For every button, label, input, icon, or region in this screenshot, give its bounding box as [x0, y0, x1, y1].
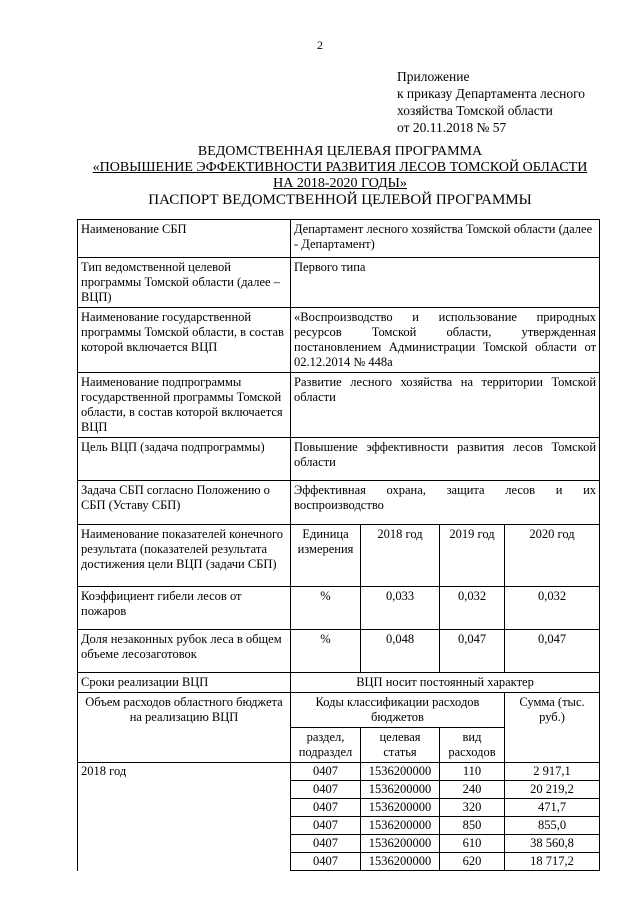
sum-header: Сумма (тыс. руб.): [505, 693, 600, 728]
expense-target: 1536200000: [361, 835, 440, 853]
row-label: Наименование показателей конечного результата (показателей результата достижения цели ВЦП (задачи СБП): [78, 525, 291, 587]
indicator-unit: %: [291, 587, 361, 630]
table-row: [78, 693, 600, 728]
program-period-line: НА 2018-2020 ГОДЫ»: [273, 176, 407, 191]
expense-target: 1536200000: [361, 799, 440, 817]
row-label: Наименование государственной программы Томской области, в состав которой включается ВЦП: [78, 308, 291, 373]
expense-type: 850: [440, 817, 505, 835]
row-value: Департамент лесного хозяйства Томской области (далее - Департамент): [291, 220, 600, 258]
expense-target: 1536200000: [361, 853, 440, 871]
indicator-value: 0,047: [440, 630, 505, 673]
table-row: [78, 673, 600, 693]
table-row: [78, 763, 600, 781]
expense-section: 0407: [291, 835, 361, 853]
indicator-value: 0,032: [440, 587, 505, 630]
expense-type: 240: [440, 781, 505, 799]
row-value: Развитие лесного хозяйства на территории Томской области: [291, 373, 600, 438]
row-label: Наименование СБП: [78, 220, 291, 258]
expense-sum: 18 717,2: [505, 853, 600, 871]
col-header: вид расходов: [440, 728, 505, 763]
table-row: [78, 308, 600, 373]
row-value: ВЦП носит постоянный характер: [291, 673, 600, 693]
title-line: ВЕДОМСТВЕННАЯ ЦЕЛЕВАЯ ПРОГРАММА: [197, 144, 483, 159]
year-header: 2018 год: [361, 525, 440, 587]
indicator-name: Коэффициент гибели лесов от пожаров: [78, 587, 291, 630]
expense-sum: 2 917,1: [505, 763, 600, 781]
row-value: Первого типа: [291, 258, 600, 308]
table-row: [78, 220, 600, 258]
year-header: 2019 год: [440, 525, 505, 587]
indicator-value: 0,033: [361, 587, 440, 630]
appendix-line: от 20.11.2018 № 57: [397, 120, 507, 135]
year-header: 2020 год: [505, 525, 600, 587]
table-row: [78, 438, 600, 481]
col-header: раздел, подраздел: [291, 728, 361, 763]
unit-header: Единица измерения: [291, 525, 361, 587]
passport-title: ПАСПОРТ ВЕДОМСТВЕННОЙ ЦЕЛЕВОЙ ПРОГРАММЫ: [148, 192, 532, 208]
expense-section: 0407: [291, 817, 361, 835]
row-label: Наименование подпрограммы государственной программы Томской области, в состав которой включается ВЦП: [78, 373, 291, 438]
row-value: Повышение эффективности развития лесов Томской области: [291, 438, 600, 481]
expense-target: 1536200000: [361, 781, 440, 799]
row-value: Эффективная охрана, защита лесов и их воспроизводство: [291, 481, 600, 525]
appendix-note: [397, 68, 585, 136]
row-label: Задача СБП согласно Положению о СБП (Уставу СБП): [78, 481, 291, 525]
page-number: 2: [317, 38, 323, 52]
table-row: [78, 481, 600, 525]
expense-target: 1536200000: [361, 763, 440, 781]
expense-type: 620: [440, 853, 505, 871]
table-row: [78, 587, 600, 630]
expense-section: 0407: [291, 781, 361, 799]
indicator-name: Доля незаконных рубок леса в общем объеме лесозаготовок: [78, 630, 291, 673]
expense-sum: 855,0: [505, 817, 600, 835]
expenses-label-line: Объем расходов областного бюджета: [85, 695, 283, 709]
indicator-value: 0,048: [361, 630, 440, 673]
program-name-line: «ПОВЫШЕНИЕ ЭФФЕКТИВНОСТИ РАЗВИТИЯ ЛЕСОВ ТОМСКОЙ ОБЛАСТИ: [92, 160, 588, 175]
appendix-line: к приказу Департамента лесного: [397, 86, 586, 101]
expenses-label: [78, 693, 291, 763]
table-row: [78, 258, 600, 308]
appendix-line: Приложение: [397, 69, 470, 84]
table-row: [78, 373, 600, 438]
expense-target: 1536200000: [361, 817, 440, 835]
expenses-label-line: на реализацию ВЦП: [129, 710, 239, 724]
document-title: [60, 144, 620, 208]
expense-section: 0407: [291, 799, 361, 817]
table-row: [78, 630, 600, 673]
row-label: Сроки реализации ВЦП: [78, 673, 291, 693]
expense-sum: 471,7: [505, 799, 600, 817]
table-row: [78, 525, 600, 587]
indicator-value: 0,047: [505, 630, 600, 673]
col-header: целевая статья: [361, 728, 440, 763]
appendix-line: хозяйства Томской области: [397, 103, 553, 118]
row-value: «Воспроизводство и использование природных ресурсов Томской области, утвержденная постановлением Администрации Томской области от 02.12.2014 № 448а: [291, 308, 600, 373]
indicator-value: 0,032: [505, 587, 600, 630]
year-label: 2018 год: [78, 763, 291, 871]
expense-type: 320: [440, 799, 505, 817]
expense-sum: 20 219,2: [505, 781, 600, 799]
row-label: Тип ведомственной целевой программы Томской области (далее – ВЦП): [78, 258, 291, 308]
indicator-unit: %: [291, 630, 361, 673]
expense-type: 610: [440, 835, 505, 853]
expense-section: 0407: [291, 763, 361, 781]
expense-section: 0407: [291, 853, 361, 871]
expense-sum: 38 560,8: [505, 835, 600, 853]
expense-type: 110: [440, 763, 505, 781]
codes-header: Коды классификации расходов бюджетов: [291, 693, 505, 728]
passport-table: [77, 219, 600, 871]
row-label: Цель ВЦП (задача подпрограммы): [78, 438, 291, 481]
sum-header-spacer: [505, 728, 600, 763]
